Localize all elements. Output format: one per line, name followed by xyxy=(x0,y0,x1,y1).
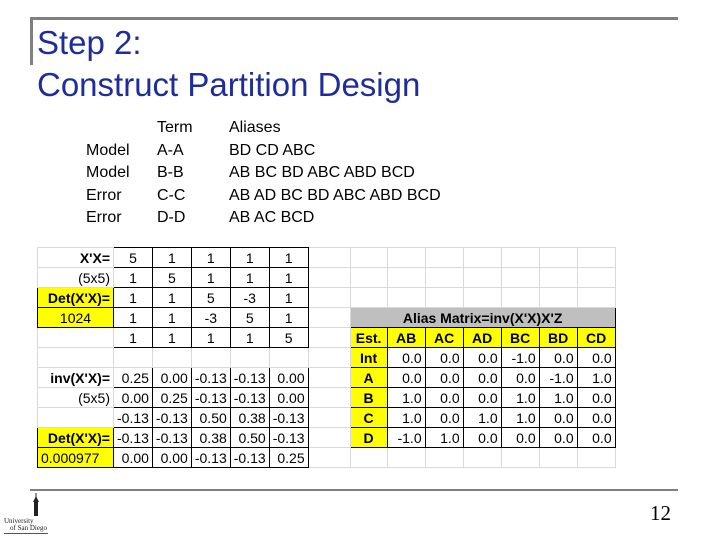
term-cell: B-B xyxy=(157,164,184,181)
inv-cell: 0.25 xyxy=(114,368,153,388)
alias-header-cell: BD xyxy=(539,328,577,348)
det-inv-label: Det(X'X)= xyxy=(38,428,114,448)
alias-cell: 0.0 xyxy=(539,428,577,448)
xtx-cell: 1 xyxy=(230,328,269,348)
alias-cell: 0.0 xyxy=(463,388,501,408)
sheet-row xyxy=(38,348,616,368)
role-cell: Model xyxy=(86,141,130,159)
aliases-header: Aliases xyxy=(229,119,281,136)
det-inv-value: 0.000977 xyxy=(38,448,114,468)
alias-cell: 0.0 xyxy=(425,388,463,408)
alias-row-label: A xyxy=(350,368,387,388)
inv-cell: 0.00 xyxy=(152,448,191,468)
inv-cell: 0.00 xyxy=(152,368,191,388)
xtx-cell: 1 xyxy=(230,268,269,288)
alias-matrix-title: Alias Matrix=inv(X'X)X'Z xyxy=(350,308,615,328)
alias-cell: 0.0 xyxy=(577,428,615,448)
term-cell: D-D xyxy=(157,209,186,226)
inv-cell: 0.38 xyxy=(230,408,269,428)
xtx-cell: 1 xyxy=(269,288,308,308)
svg-text:University: University xyxy=(4,517,34,525)
alias-cell: 0.0 xyxy=(425,348,463,368)
alias-header-cell: AD xyxy=(463,328,501,348)
aliases-cell: BD CD ABC xyxy=(229,141,316,159)
slide-title xyxy=(37,22,420,106)
sheet-row xyxy=(38,308,616,328)
role-cell: Model xyxy=(86,164,130,181)
xtx-cell: 1 xyxy=(191,248,230,268)
xtx-cell: 1 xyxy=(269,268,308,288)
alias-cell: 1.0 xyxy=(425,428,463,448)
det-xtx-value: 1024 xyxy=(38,308,114,328)
inv-cell: -0.13 xyxy=(230,388,269,408)
sheet-row xyxy=(38,268,616,288)
inv-label: inv(X'X)= xyxy=(38,368,114,388)
xtx-cell: -3 xyxy=(230,288,269,308)
xtx-cell: 1 xyxy=(114,268,153,288)
xtx-cell: 1 xyxy=(114,308,153,328)
inv-cell: -0.13 xyxy=(191,448,230,468)
sheet-row xyxy=(38,288,616,308)
sheet-row xyxy=(38,448,616,468)
role-column xyxy=(86,117,130,230)
alias-cell: 0.0 xyxy=(501,368,539,388)
inv-cell: -0.13 xyxy=(152,408,191,428)
xtx-cell: 5 xyxy=(191,288,230,308)
term-header: Term xyxy=(157,119,193,136)
sheet-row xyxy=(38,248,616,268)
inv-cell: 0.00 xyxy=(269,368,308,388)
alias-cell: 0.0 xyxy=(501,428,539,448)
inv-cell: -0.13 xyxy=(114,408,153,428)
sheet-row xyxy=(38,428,616,448)
alias-cell: 0.0 xyxy=(463,368,501,388)
alias-cell: 1.0 xyxy=(387,408,425,428)
alias-row-label: B xyxy=(350,388,387,408)
alias-cell: 1.0 xyxy=(577,368,615,388)
xtx-cell: 1 xyxy=(152,328,191,348)
alias-header-cell: AB xyxy=(387,328,425,348)
alias-cell: 0.0 xyxy=(463,428,501,448)
sheet-row xyxy=(38,328,616,348)
alias-header-cell: BC xyxy=(501,328,539,348)
xtx-cell: 1 xyxy=(191,268,230,288)
alias-cell: 0.0 xyxy=(425,368,463,388)
xtx-cell: 1 xyxy=(114,328,153,348)
inv-cell: -0.13 xyxy=(191,388,230,408)
frame-bottom-rule xyxy=(30,489,678,491)
title-line-2: Construct Partition Design xyxy=(37,66,421,103)
sheet-row xyxy=(38,368,616,388)
inv-cell: -0.13 xyxy=(269,428,308,448)
alias-cell: 1.0 xyxy=(539,388,577,408)
inv-cell: 0.25 xyxy=(269,448,308,468)
aliases-column xyxy=(229,117,441,230)
alias-cell: 0.0 xyxy=(577,348,615,368)
term-cell: C-C xyxy=(157,186,186,204)
alias-header-cell: AC xyxy=(425,328,463,348)
xtx-label: X'X= xyxy=(38,248,114,268)
alias-cell: 1.0 xyxy=(387,388,425,408)
alias-row-label: Int xyxy=(350,348,387,368)
alias-cell: 0.0 xyxy=(463,348,501,368)
alias-row-label: D xyxy=(350,428,387,448)
inv-cell: 0.50 xyxy=(191,408,230,428)
xtx-cell: 1 xyxy=(114,288,153,308)
xtx-dim: (5x5) xyxy=(38,268,114,288)
frame-top-rule xyxy=(30,17,678,20)
xtx-cell: 1 xyxy=(230,248,269,268)
role-cell: Error xyxy=(86,186,122,204)
title-line-1: Step 2: xyxy=(37,24,142,61)
inv-cell: 0.00 xyxy=(269,388,308,408)
alias-cell: 0.0 xyxy=(577,388,615,408)
inv-cell: -0.13 xyxy=(114,428,153,448)
page-number: 12 xyxy=(650,501,671,525)
xtx-cell: 5 xyxy=(152,268,191,288)
xtx-cell: 5 xyxy=(230,308,269,328)
inv-cell: -0.13 xyxy=(269,408,308,428)
inv-cell: -0.13 xyxy=(152,428,191,448)
term-column xyxy=(157,117,193,230)
xtx-cell: 1 xyxy=(152,248,191,268)
inv-cell: 0.50 xyxy=(230,428,269,448)
aliases-cell: AB AC BCD xyxy=(229,209,315,226)
alias-header-cell: Est. xyxy=(350,328,387,348)
det-xtx-label: Det(X'X)= xyxy=(38,288,114,308)
xtx-cell: 1 xyxy=(191,328,230,348)
inv-cell: 0.38 xyxy=(191,428,230,448)
aliases-cell: AB AD BC BD ABC ABD BCD xyxy=(229,186,441,204)
alias-cell: 1.0 xyxy=(501,388,539,408)
university-logo xyxy=(3,492,49,538)
alias-header-cell: CD xyxy=(577,328,615,348)
alias-cell: 0.0 xyxy=(425,408,463,428)
inv-cell: -0.13 xyxy=(191,368,230,388)
frame-left-rule xyxy=(30,17,33,65)
spreadsheet xyxy=(37,247,616,468)
xtx-cell: 5 xyxy=(269,328,308,348)
inv-dim: (5x5) xyxy=(38,388,114,408)
inv-cell: -0.13 xyxy=(230,368,269,388)
alias-cell: -1.0 xyxy=(387,428,425,448)
inv-cell: -0.13 xyxy=(230,448,269,468)
xtx-cell: 1 xyxy=(152,308,191,328)
xtx-cell: 1 xyxy=(269,308,308,328)
svg-text:of San Diego: of San Diego xyxy=(10,524,47,532)
inv-cell: 0.25 xyxy=(152,388,191,408)
alias-cell: 1.0 xyxy=(501,408,539,428)
xtx-cell: 1 xyxy=(152,288,191,308)
alias-row-label: C xyxy=(350,408,387,428)
alias-cell: 0.0 xyxy=(387,348,425,368)
term-cell: A-A xyxy=(157,141,184,159)
xtx-cell: 1 xyxy=(269,248,308,268)
role-cell: Error xyxy=(86,209,122,226)
inv-cell: 0.00 xyxy=(114,388,153,408)
alias-cell: 0.0 xyxy=(539,348,577,368)
alias-cell: -1.0 xyxy=(501,348,539,368)
inv-cell: 0.00 xyxy=(114,448,153,468)
alias-cell: 0.0 xyxy=(577,408,615,428)
xtx-cell: 5 xyxy=(114,248,153,268)
aliases-cell: AB BC BD ABC ABD BCD xyxy=(229,164,415,181)
sheet-row xyxy=(38,408,616,428)
xtx-cell: -3 xyxy=(191,308,230,328)
alias-cell: -1.0 xyxy=(539,368,577,388)
alias-cell: 0.0 xyxy=(539,408,577,428)
alias-cell: 0.0 xyxy=(387,368,425,388)
alias-cell: 1.0 xyxy=(463,408,501,428)
sheet-row xyxy=(38,388,616,408)
